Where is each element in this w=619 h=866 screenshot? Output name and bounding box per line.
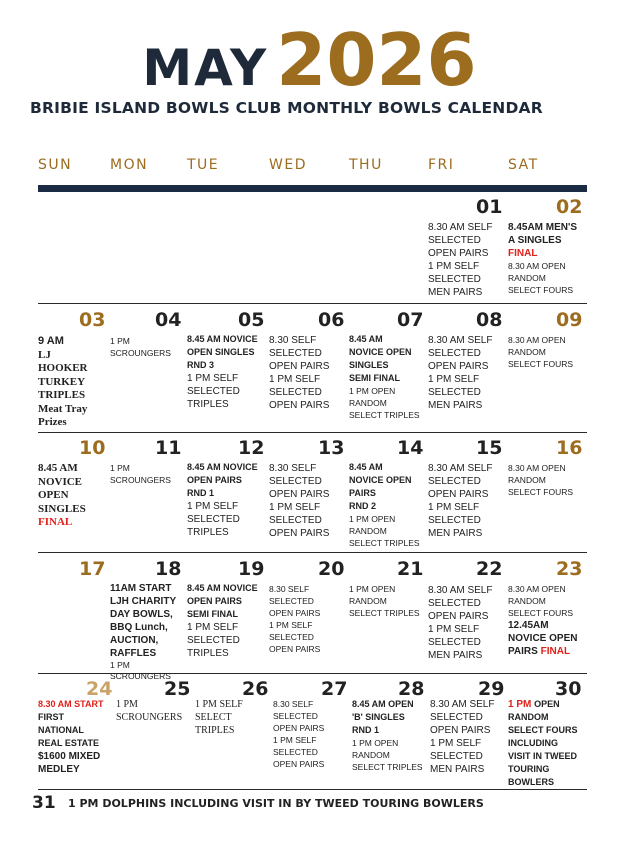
event-line: SELECTED [269, 632, 314, 642]
event-line: 1 PM [116, 699, 138, 710]
event-line: LJH CHARITY [110, 596, 177, 607]
day-events [349, 333, 420, 421]
title-month: MAY [142, 39, 269, 97]
day-events [428, 462, 492, 540]
day-number: 07 [397, 309, 424, 331]
event-line: OPEN [38, 489, 69, 501]
event-line: FIRST [38, 712, 64, 722]
day-events [110, 462, 171, 486]
event-line: 'B' SINGLES [352, 712, 405, 722]
event-line: A SINGLES [508, 235, 562, 246]
event-line: 1 PM SELF [187, 622, 239, 633]
event-line: 8.45 AM [349, 334, 383, 344]
event-line: OPEN PAIRS [269, 644, 321, 654]
event-line: SELECTED [428, 515, 481, 526]
event-line: RANDOM [349, 398, 387, 408]
event-line: NOVICE [38, 475, 83, 488]
day-number: 21 [397, 558, 424, 580]
day-events [269, 334, 329, 412]
event-line: OPEN PAIRS [269, 361, 330, 372]
event-line: 1 PM SELF [430, 738, 482, 749]
day-number: 18 [155, 558, 182, 580]
event-line: OPEN PAIRS [428, 611, 489, 622]
event-line: 1 PM [110, 336, 130, 346]
day-number: 12 [238, 437, 265, 459]
day-events [352, 698, 423, 773]
event-line: 8.30 AM SELF [428, 585, 493, 596]
day-events [110, 335, 171, 359]
event-line: 8.30 AM OPEN [508, 335, 566, 345]
event-line: SELECT TRIPLES [349, 608, 420, 618]
day-events [508, 462, 573, 498]
day-events [349, 461, 420, 549]
event-line: OPEN PAIRS [273, 759, 325, 769]
event-line: 8.30 AM START [38, 699, 104, 709]
event-line: 8.30 AM OPEN [508, 463, 566, 473]
event-line: 1 PM OPEN [349, 386, 396, 396]
day-number: 24 [86, 678, 113, 700]
event-line: 1 PM OPEN [352, 738, 399, 748]
day-events [38, 335, 88, 430]
event-line: TOURING [508, 764, 550, 774]
event-line: SELECTED [428, 274, 481, 285]
event-line: SELECTED [269, 476, 322, 487]
day-number: 27 [321, 678, 348, 700]
event-line: TURKEY [38, 375, 86, 388]
day-number: 17 [79, 558, 106, 580]
event-line: RANDOM [508, 273, 546, 283]
dow-wed: WED [269, 157, 307, 173]
event-line: FINAL [38, 516, 73, 528]
event-line: SELECT FOURS [508, 487, 574, 497]
event-line: MEN PAIRS [428, 287, 483, 298]
day-events [195, 698, 243, 737]
event-line: 1 PM SELF [187, 373, 239, 384]
event-line: OPEN PAIRS [269, 528, 330, 539]
event-line: SELECTED [430, 751, 483, 762]
event-line: TRIPLES [187, 648, 229, 659]
event-line: TRIPLES [195, 725, 235, 736]
event-line: SELECTED [269, 387, 322, 398]
event-line: SELECTED [187, 635, 240, 646]
day-number: 22 [476, 558, 503, 580]
day-number: 11 [155, 437, 182, 459]
event-line: SINGLES [349, 360, 389, 370]
event-line: SCROUNGERS [110, 475, 171, 485]
week-divider [38, 552, 587, 553]
event-line: 8.30 AM SELF [430, 699, 495, 710]
event-line: SELECTED [428, 235, 481, 246]
day-number: 03 [79, 309, 106, 331]
day-events [428, 584, 492, 662]
event-line: SINGLES [38, 502, 86, 515]
event-line: TRIPLES [187, 527, 229, 538]
event-line: SELECTED [269, 348, 322, 359]
day-number-31: 31 [32, 793, 56, 813]
dow-sat: SAT [508, 157, 539, 173]
event-line: 8.45 AM NOVICE [187, 583, 258, 593]
event-line: RND 1 [352, 725, 380, 735]
event-line: SCROUNGERS [116, 712, 183, 723]
event-line: 8.30 SELF [269, 584, 310, 594]
day-number: 10 [79, 437, 106, 459]
calendar-subtitle: BRIBIE ISLAND BOWLS CLUB MONTHLY BOWLS CALENDAR [30, 99, 543, 117]
day-number: 04 [155, 309, 182, 331]
event-line: HOOKER [38, 362, 88, 374]
event-line: OPEN PAIRS [269, 400, 330, 411]
event-line: RANDOM [349, 596, 387, 606]
day-number: 06 [318, 309, 345, 331]
event-line: OPEN PAIRS [428, 248, 489, 259]
event-line: MEDLEY [38, 764, 80, 775]
event-line: 1 PM SELF [428, 374, 480, 385]
day-number: 16 [556, 437, 583, 459]
event-line: SELECTED [187, 514, 240, 525]
day-number: 02 [556, 196, 583, 218]
dow-tue: TUE [187, 157, 220, 173]
event-line: RANDOM [352, 750, 390, 760]
event-line: NOVICE OPEN [349, 475, 412, 485]
event-line: 1 PM SELF [269, 502, 321, 513]
event-line: FINAL [540, 646, 571, 657]
event-line: REAL ESTATE [38, 738, 100, 748]
event-line: 8.45 AM [349, 462, 383, 472]
event-line: 1 PM SELF [187, 501, 239, 512]
day-number: 05 [238, 309, 265, 331]
day-number: 14 [397, 437, 424, 459]
event-line: SCROUNGERS [110, 671, 171, 681]
event-line: RND 3 [187, 360, 215, 370]
event-line: 8.45 AM NOVICE [187, 334, 258, 344]
event-line: SELECT [195, 712, 232, 723]
day-events [428, 221, 492, 299]
event-line: MEN PAIRS [428, 650, 483, 661]
event-line: 1 PM SELF [428, 261, 480, 272]
event-line: RANDOM [508, 712, 549, 722]
title-year: 2026 [276, 18, 477, 102]
day-number: 01 [476, 196, 503, 218]
event-line: RND 2 [349, 501, 377, 511]
dow-fri: FRI [428, 157, 455, 173]
event-line: MEN PAIRS [428, 528, 483, 539]
event-line: AUCTION, [110, 635, 159, 646]
page-title [0, 18, 619, 102]
event-line: RANDOM [349, 526, 387, 536]
event-line: 8.30 SELF [273, 699, 314, 709]
day-events [110, 582, 176, 682]
event-line: OPEN PAIRS [187, 475, 242, 485]
event-line: OPEN PAIRS [273, 723, 325, 733]
day-number: 09 [556, 309, 583, 331]
event-line: SELECTED [269, 596, 314, 606]
dow-thu: THU [349, 157, 383, 173]
event-line: 1 PM SELF [428, 624, 480, 635]
event-line: LJ [38, 348, 51, 361]
day-number: 26 [242, 678, 269, 700]
day-events [273, 698, 324, 770]
day-number: 30 [555, 678, 582, 700]
day-number: 15 [476, 437, 503, 459]
event-line: PAIRS [349, 488, 376, 498]
day-events [38, 698, 104, 776]
event-line: MEN PAIRS [430, 764, 485, 775]
event-line: OPEN PAIRS [269, 608, 321, 618]
day-number: 28 [398, 678, 425, 700]
dow-sun: SUN [38, 157, 73, 173]
event-line: 8.45 AM OPEN [352, 699, 414, 709]
day-events [508, 583, 577, 658]
event-line: 8.45 AM NOVICE [187, 462, 258, 472]
event-line: RANDOM [508, 475, 546, 485]
event-line: 1 PM SELF [269, 620, 313, 630]
day-number: 29 [478, 678, 505, 700]
event-line: 8.30 AM OPEN [508, 261, 566, 271]
event-line: OPEN PAIRS [430, 725, 491, 736]
event-line: 1 PM SELF [195, 699, 243, 710]
event-line: BOWLERS [508, 777, 554, 787]
week-divider [38, 303, 587, 304]
day-number: 25 [164, 678, 191, 700]
day-number: 13 [318, 437, 345, 459]
event-line: RND 1 [187, 488, 215, 498]
event-line: 8.45AM MEN'S [508, 222, 578, 233]
day-events [187, 333, 258, 411]
day-number: 20 [318, 558, 345, 580]
event-line: Meat Tray [38, 402, 88, 415]
day-events [349, 583, 420, 619]
day-events [116, 698, 182, 724]
event-line: NATIONAL [38, 725, 84, 735]
day-events [428, 334, 492, 412]
day-number: 19 [238, 558, 265, 580]
day-events [187, 461, 258, 539]
event-line: 8.30 AM SELF [428, 463, 493, 474]
day-events [508, 334, 573, 370]
event-line: SELECTED [187, 386, 240, 397]
event-line: SCROUNGERS [110, 348, 171, 358]
event-line: SELECT TRIPLES [349, 410, 420, 420]
event-line: 1 PM [508, 699, 532, 710]
event-line: 8.45 AM [38, 462, 78, 474]
event-line: SELECT TRIPLES [352, 762, 423, 772]
dow-mon: MON [110, 157, 149, 173]
event-line: SELECTED [430, 712, 483, 723]
event-line: SELECTED [428, 348, 481, 359]
day-events [187, 582, 258, 660]
event-line: $1600 MIXED [38, 751, 101, 762]
event-line: OPEN PAIRS [428, 361, 489, 372]
event-line: OPEN SINGLES [187, 347, 255, 357]
event-line: 1 PM OPEN [349, 584, 396, 594]
day-events [269, 462, 329, 540]
event-line: SELECTED [428, 598, 481, 609]
event-line: VISIT IN TWEED [508, 751, 578, 761]
event-line: 1 PM OPEN [349, 514, 396, 524]
day-31-event: 1 PM DOLPHINS INCLUDING VISIT IN BY TWEED TOURING BOWLERS [68, 797, 484, 810]
event-line: 8.30 AM SELF [428, 222, 493, 233]
event-line: 8.30 AM OPEN [508, 584, 566, 594]
event-line: 1 PM SELF [269, 374, 321, 385]
event-line: NOVICE OPEN [349, 347, 412, 357]
event-line: OPEN [534, 699, 560, 709]
event-line: 9 AM [38, 335, 64, 347]
event-line: SELECT FOURS [508, 608, 574, 618]
event-line: SELECT FOURS [508, 285, 574, 295]
event-line: BBQ Lunch, [110, 622, 168, 633]
day-events [38, 462, 86, 530]
event-line: MEN PAIRS [428, 400, 483, 411]
event-line: INCLUDING [508, 738, 558, 748]
day-events [508, 698, 578, 789]
day-events [430, 698, 494, 776]
event-line: RAFFLES [110, 648, 157, 659]
event-line: SELECT TRIPLES [349, 538, 420, 548]
event-line: TRIPLES [187, 399, 229, 410]
event-line: TRIPLES [38, 389, 86, 401]
event-line: 8.30 SELF [269, 463, 317, 474]
event-line: SELECTED [273, 711, 318, 721]
event-line: OPEN PAIRS [269, 489, 330, 500]
event-line: SELECTED [428, 637, 481, 648]
event-line: OPEN PAIRS [187, 596, 242, 606]
event-line: RANDOM [508, 596, 546, 606]
event-line: Prizes [38, 416, 67, 428]
event-line: SELECTED [269, 515, 322, 526]
event-line: FINAL [508, 248, 538, 259]
event-line: SELECTED [428, 476, 481, 487]
day-number: 08 [476, 309, 503, 331]
event-line: OPEN PAIRS [428, 489, 489, 500]
event-line: SELECTED [273, 747, 318, 757]
header-bar [38, 185, 587, 192]
event-line: 1 PM [110, 463, 130, 473]
event-line: RANDOM [508, 347, 546, 357]
event-line: 12.45AM [508, 620, 549, 631]
event-line: 11AM START [110, 583, 172, 594]
event-line: PAIRS [508, 646, 538, 657]
event-line: NOVICE OPEN [508, 633, 578, 644]
event-line: 1 PM [110, 660, 130, 670]
event-line: SELECT FOURS [508, 725, 578, 735]
week-divider [38, 789, 587, 790]
day-events [508, 221, 577, 296]
event-line: SELECT FOURS [508, 359, 574, 369]
week-divider [38, 432, 587, 433]
day-number: 23 [556, 558, 583, 580]
event-line: 1 PM SELF [428, 502, 480, 513]
event-line: DAY BOWLS, [110, 609, 173, 620]
event-line: SEMI FINAL [349, 373, 400, 383]
event-line: SELECTED [428, 387, 481, 398]
event-line: 8.30 AM SELF [428, 335, 493, 346]
event-line: 8.30 SELF [269, 335, 317, 346]
event-line: 1 PM SELF [273, 735, 317, 745]
event-line: SEMI FINAL [187, 609, 238, 619]
day-events [269, 583, 320, 655]
